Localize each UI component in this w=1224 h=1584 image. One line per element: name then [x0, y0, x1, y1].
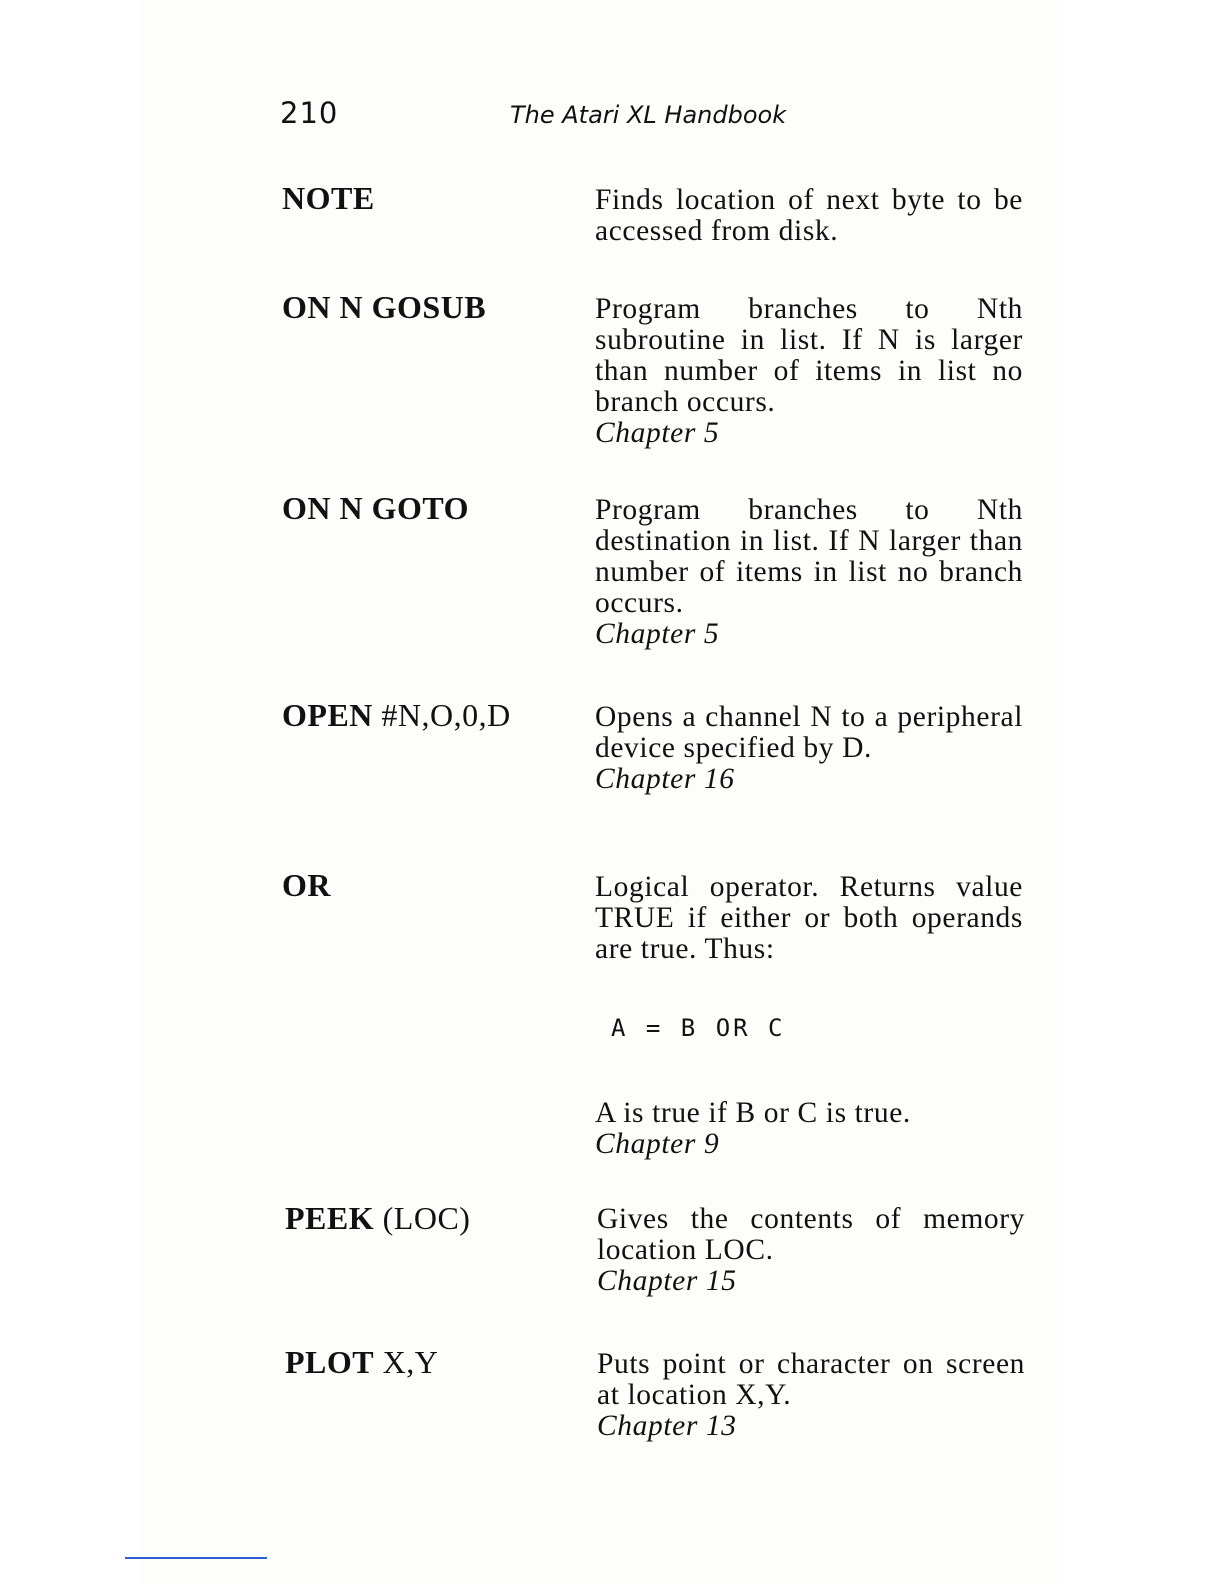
entry-keyword: OPEN #N,O,0,D [282, 697, 511, 733]
description-text: Program branches to Nth destination in list. If N larger than number of items in list no branch occurs. [595, 494, 1023, 619]
description-text: Opens a channel N to a peripheral device specified by D. [595, 701, 1023, 764]
page-number: 210 [280, 96, 339, 130]
entry-keyword: PLOT X,Y [285, 1344, 439, 1380]
entry-keyword: PEEK (LOC) [285, 1200, 471, 1236]
running-title: The Atari XL Handbook [510, 101, 787, 129]
description-text: Puts point or character on screen at location X,Y. [597, 1348, 1025, 1411]
description-text: Logical operator. Returns value TRUE if either or both operands are true. Thus: [595, 871, 1023, 965]
entry-description [595, 495, 1023, 650]
entry-keyword: ON N GOTO [282, 490, 470, 526]
entry-description [597, 1204, 1025, 1297]
entry-keyword: NOTE [282, 180, 375, 216]
description-text: Gives the contents of memory location LOC. [597, 1203, 1025, 1266]
chapter-reference: Chapter 16 [595, 763, 735, 795]
chapter-reference: Chapter 9 [595, 1128, 720, 1160]
entry-description [595, 702, 1023, 795]
chapter-reference: Chapter 5 [595, 417, 720, 449]
chapter-reference: Chapter 5 [595, 618, 720, 650]
code-example: A = B OR C [611, 1014, 786, 1042]
entry-description [595, 872, 1023, 1160]
bottom-rule [125, 1557, 267, 1559]
entry-description [595, 294, 1023, 449]
description-followup: A is true if B or C is true. [595, 1097, 911, 1129]
entry-description [597, 1349, 1025, 1442]
chapter-reference: Chapter 15 [597, 1265, 737, 1297]
chapter-reference: Chapter 13 [597, 1410, 737, 1442]
description-text: Finds location of next byte to be accessed from disk. [595, 184, 1023, 247]
entry-keyword: OR [282, 867, 331, 903]
entry-description [595, 185, 1023, 247]
description-text: Program branches to Nth subroutine in list. If N is larger than number of items in list no branch occurs. [595, 293, 1023, 418]
entry-keyword: ON N GOSUB [282, 289, 487, 325]
